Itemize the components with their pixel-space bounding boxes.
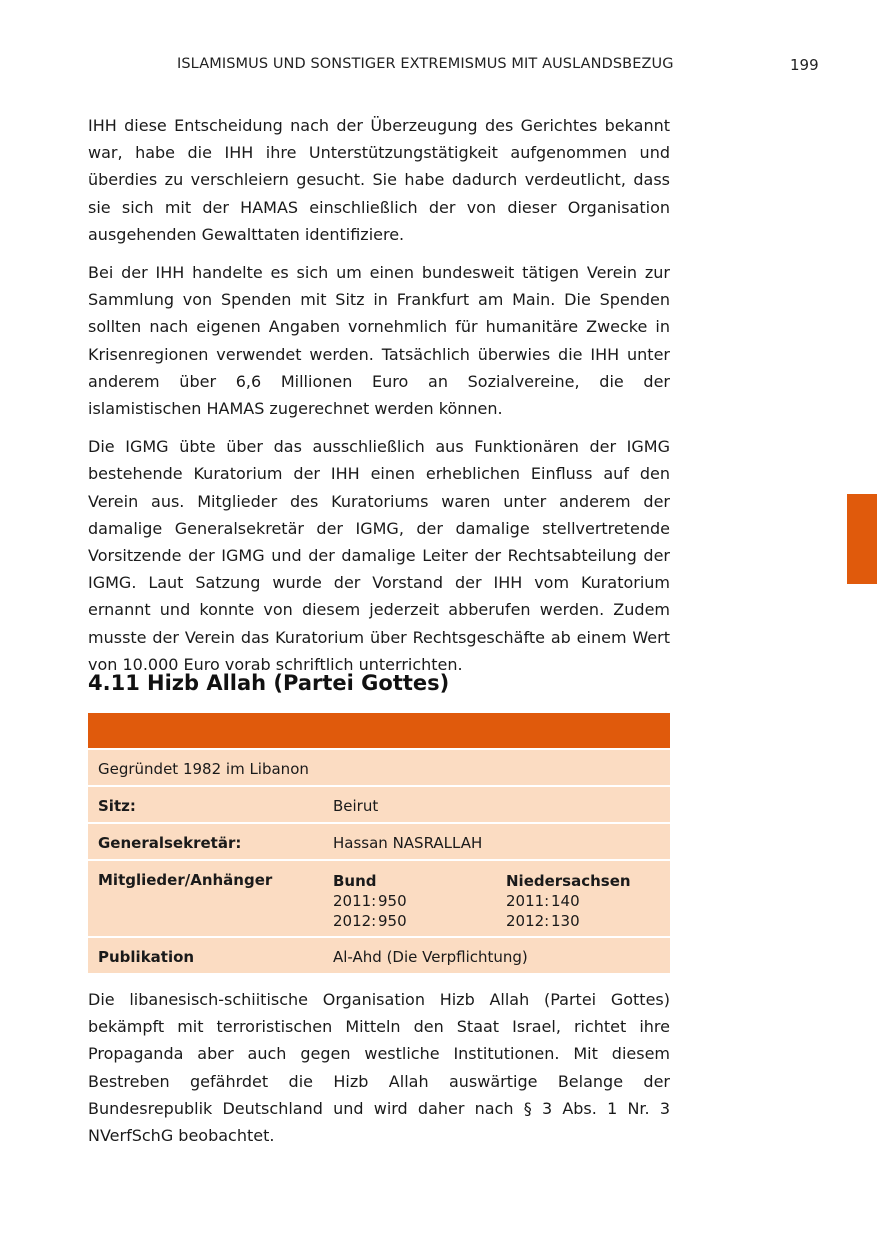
lower-saxony-stats (506, 871, 631, 931)
section-title: Hizb Allah (Partei Gottes) (147, 671, 450, 695)
federal-stats (333, 871, 407, 931)
seat-label: Sitz: (98, 797, 136, 815)
paragraph: Bei der IHH handelte es sich um einen bundesweit tätigen Verein zur Sammlung von Spenden mit Sitz in Frankfurt am Main. Die Spenden sollten nach eigenen Angaben vornehmlich für humanitäre Zwecke in Krisenregionen verwendet werden. Tatsächlich überwies die IHH unter anderem über 6,6 Millionen Euro an Sozialvereine, die der islamistischen HAMAS zugerechnet werden können. (88, 263, 670, 419)
info-table (88, 713, 670, 973)
table-header-bar (88, 713, 670, 748)
table-row-publication (88, 936, 670, 973)
federal-heading: Bund (333, 872, 377, 890)
count: 950 (378, 912, 407, 930)
section-heading (88, 671, 670, 695)
running-head: ISLAMISMUS UND SONSTIGER EXTREMISMUS MIT AUSLANDSBEZUG (177, 56, 674, 72)
members-label: Mitglieder/Anhänger (98, 871, 273, 889)
secretary-value: Hassan NASRALLAH (333, 834, 483, 852)
secretary-label: Generalsekretär: (98, 834, 242, 852)
table-row-founded (88, 748, 670, 785)
count: 130 (551, 912, 580, 930)
federal-row (333, 891, 407, 911)
year: 2012: (333, 912, 377, 930)
lower-saxony-row (506, 911, 631, 931)
publication-value: Al-Ahd (Die Verpflichtung) (333, 948, 528, 966)
year: 2011: (506, 892, 550, 910)
founded-text: Gegründet 1982 im Libanon (98, 760, 309, 778)
paragraph: IHH diese Entscheidung nach der Überzeugung des Gerichtes bekannt war, habe die IHH ihre Unterstützungstätigkeit aufgenommen und überdies zu verschleiern gesucht. Sie habe dadurch verdeutlicht, dass sie sich mit der HAMAS einschließlich der von dieser Organisation ausgehenden Gewalttaten identifiziere. (88, 116, 670, 244)
publication-label: Publikation (98, 948, 195, 966)
table-row-secretary (88, 822, 670, 859)
lower-saxony-heading: Niedersachsen (506, 872, 631, 890)
count: 140 (551, 892, 580, 910)
paragraph: Die IGMG übte über das ausschließlich aus Funktionären der IGMG bestehende Kuratorium der IHH einen erheblichen Einfluss auf den Verein aus. Mitglieder des Kuratoriums waren unter anderem der damalige Generalsekretär der IGMG, der damalige stellvertretende Vorsitzende der IGMG und der damalige Leiter der Rechtsabteilung der IGMG. Laut Satzung wurde der Vorstand der IHH vom Kuratorium ernannt und konnte von diesem jederzeit abberufen werden. Zudem musste der Verein das Kuratorium über Rechtsgeschäfte ab einem Wert von 10.000 Euro vorab schriftlich unterrichten. (88, 437, 670, 674)
lower-saxony-row (506, 891, 631, 911)
table-row-seat (88, 785, 670, 822)
count: 950 (378, 892, 407, 910)
body-text-top (88, 112, 670, 689)
section-number: 4.11 (88, 671, 140, 695)
chapter-side-tab (847, 494, 877, 584)
paragraph: Die libanesisch-schiitische Organisation Hizb Allah (Partei Gottes) bekämpft mit terroristischen Mitteln den Staat Israel, richtet ihre Propaganda aber auch gegen westliche Institutionen. Mit diesem Bestreben gefährdet die Hizb Allah auswärtige Belange der Bundesrepublik Deutschland und wird daher nach § 3 Abs. 1 Nr. 3 NVerfSchG beobachtet. (88, 990, 670, 1146)
page-number: 199 (790, 56, 819, 74)
year: 2012: (506, 912, 550, 930)
table-row-members (88, 859, 670, 936)
seat-value: Beirut (333, 797, 379, 815)
body-text-bottom (88, 986, 670, 1160)
federal-row (333, 911, 407, 931)
year: 2011: (333, 892, 377, 910)
